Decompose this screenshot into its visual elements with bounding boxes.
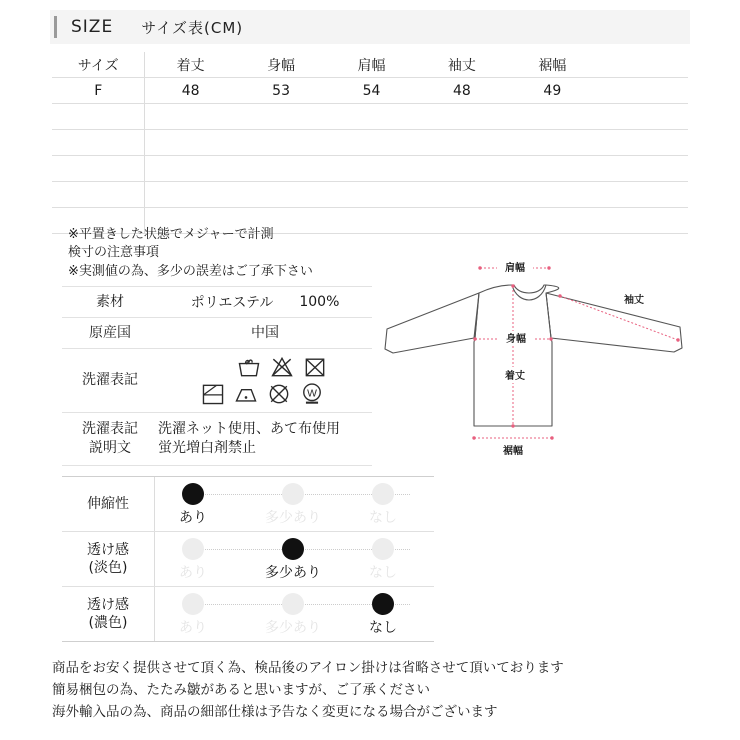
option-dot [182,593,204,615]
table-empty-row [52,182,688,208]
option-ari[interactable]: あり [157,483,229,527]
option-ari[interactable]: あり [157,538,229,582]
label-shoulder-width: 肩幅 [505,263,525,274]
option-nashi[interactable]: なし [347,593,419,637]
disclaimer-line-2: 簡易梱包の為、たたみ皺があると思いますが、ご了承ください [52,681,430,698]
cell-length: 48 [145,78,236,104]
drip-dry-box-icon [200,381,226,407]
option-dot [372,593,394,615]
cell-size: F [52,78,145,104]
care-desc-line-1: 洗濯ネット使用、あて布使用 [158,420,340,437]
option-dot [282,483,304,505]
footer-disclaimer [52,658,712,724]
indicator-label: 透け感 (濃色) [62,587,155,641]
option-ari[interactable]: あり [157,593,229,637]
option-nashi[interactable]: なし [347,538,419,582]
indicator-scale [155,587,434,641]
option-dot [182,483,204,505]
option-tashou-ari[interactable]: 多少あり [257,483,329,527]
indicator-row-sheerness-light [62,532,434,587]
no-bleach-triangle-icon [269,354,295,380]
option-nashi[interactable]: なし [347,483,419,527]
iron-low-one-dot-icon [233,381,259,407]
svg-text:W: W [306,388,317,400]
label-sleeve-length: 袖丈 [624,295,644,306]
column-header: 着丈 [145,52,236,78]
option-dot [282,538,304,560]
column-header: 身幅 [236,52,326,78]
option-dot [282,593,304,615]
column-header: 袖丈 [417,52,507,78]
care-desc-line-2: 蛍光増白剤禁止 [158,440,256,457]
table-header-row [52,52,688,78]
origin-label: 原産国 [89,324,131,341]
material-row [62,287,372,318]
cell-hem: 49 [507,78,597,104]
note-line-3: ※実測値の為、多少の誤差はご了承下さい [68,263,313,279]
size-table [52,52,688,234]
indicator-scale [155,477,434,531]
care-description-label: 洗濯表記 説明文 [82,421,138,457]
garment-measurement-diagram [382,252,700,464]
hand-wash-tub-icon [236,354,262,380]
indicator-row-sheerness-dark [62,587,434,641]
option-tashou-ari[interactable]: 多少あり [257,593,329,637]
label-chest-width: 身幅 [506,334,526,345]
care-description-row [62,413,372,466]
table-empty-row [52,156,688,182]
left-sleeve-outline [385,293,479,353]
column-header: サイズ [52,52,145,78]
care-symbols-row [62,349,372,413]
cell-shoulder: 54 [326,78,416,104]
option-tashou-ari[interactable]: 多少あり [257,538,329,582]
cell-sleeve: 48 [417,78,507,104]
no-dry-clean-circle-icon [266,381,292,407]
no-tumble-dry-box-icon [302,354,328,380]
table-empty-row [52,130,688,156]
label-hem-width: 裾幅 [503,446,523,457]
disclaimer-line-3: 海外輸入品の為、商品の細部仕様は予告なく変更になる場合がございます [52,703,498,720]
option-dot [372,483,394,505]
wet-clean-w-circle-icon [299,381,325,407]
body-outline [474,285,559,426]
table-empty-row [52,104,688,130]
column-header: 裾幅 [507,52,597,78]
origin-value: 中国 [251,324,279,341]
indicator-row-stretch [62,477,434,532]
spec-block [62,222,372,466]
label-body-length: 着丈 [505,371,525,382]
measurement-notes [62,222,372,287]
header-accent-bar [54,16,57,38]
indicator-label: 透け感 (淡色) [62,532,155,586]
disclaimer-line-1: 商品をお安く提供させて頂く為、検品後のアイロン掛けは省略させて頂いております [52,660,564,676]
page-title: サイズ表(CM) [141,18,244,37]
origin-row [62,318,372,349]
option-dot [182,538,204,560]
material-value: ポリエステル [190,295,274,312]
column-header [598,52,688,78]
cell-chest: 53 [236,78,326,104]
note-line-1: ※平置きした状態でメジャーで計測 [68,227,274,242]
indicator-label: 伸縮性 [62,477,155,531]
indicator-scale [155,532,434,586]
care-label: 洗濯表記 [82,372,138,389]
care-description-value [158,420,372,459]
cell-blank [598,78,688,104]
material-label: 素材 [96,293,124,310]
material-percent: 100% [299,294,340,311]
option-dot [372,538,394,560]
note-line-2: 検寸の注意事項 [68,245,160,261]
column-header: 肩幅 [326,52,416,78]
size-header-band [50,10,690,44]
property-indicator-block [62,476,434,642]
size-badge: SIZE [71,17,114,37]
table-row [52,78,688,104]
